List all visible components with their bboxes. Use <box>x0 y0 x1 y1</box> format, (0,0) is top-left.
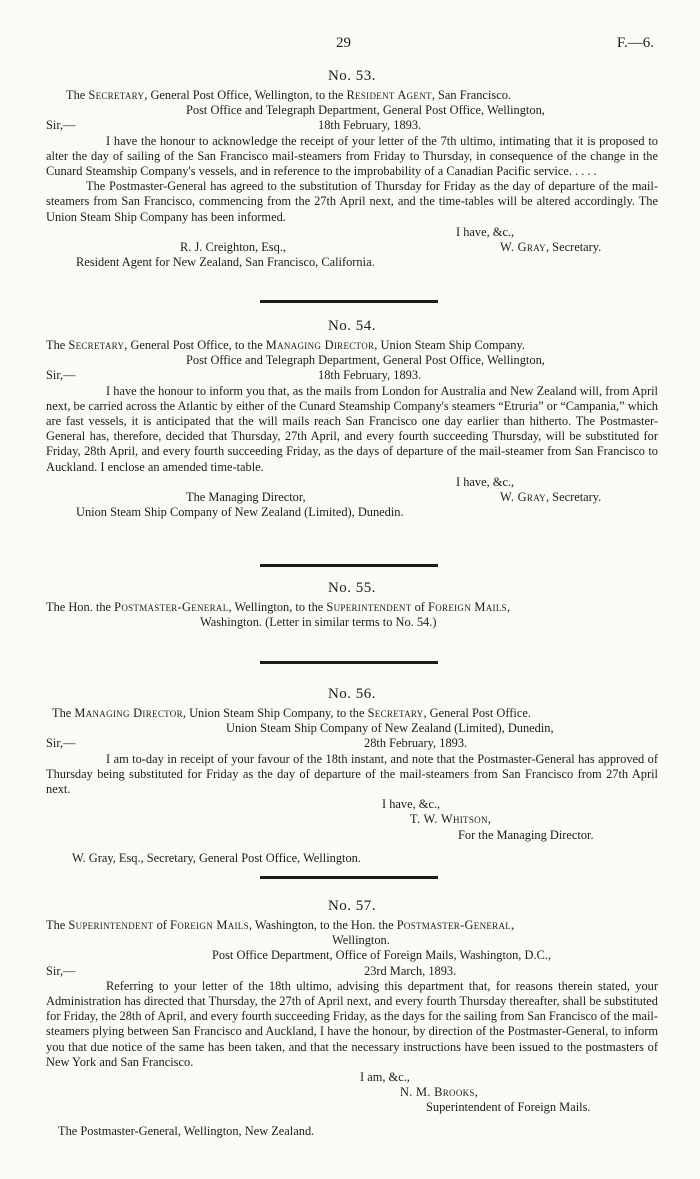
salutation-row <box>46 368 658 383</box>
signature-name: N. M. Brooks, <box>400 1085 478 1100</box>
signature: W. Gray, Secretary. <box>500 490 602 505</box>
closing: I am, &c., <box>360 1070 410 1085</box>
signature: W. Gray, Secretary. <box>500 240 602 255</box>
salutation-row <box>46 736 658 751</box>
letter-number: No. 55. <box>327 580 377 596</box>
closing: I have, &c., <box>382 797 441 812</box>
closing: I have, &c., <box>456 474 515 489</box>
salutation: Sir,— <box>46 368 76 383</box>
recipient-line: Resident Agent for New Zealand, San Francisco, California. <box>76 255 375 270</box>
letter-heading: The Hon. the Postmaster-General, Wellington, to the Superintendent of Foreign Mails, <box>46 600 511 614</box>
letter-heading: The Superintendent of Foreign Mails, Washington, to the Hon. the Postmaster-General, <box>46 918 515 932</box>
body-paragraph: I have the honour to acknowledge the receipt of your letter of the 7th ultimo, intimating that it is proposed to alter the day of sailing of the San Francisco mail-steamers from Friday to Thursday, in consequence of the change in the Cunard Steamship Company's vessels, and in reference to the improbability of a Canadian Pacific service. . . . . <box>46 133 658 178</box>
letter-date: 23rd March, 1893. <box>364 963 457 978</box>
heading-continuation: Washington. (Letter in similar terms to No. 54.) <box>200 615 437 630</box>
section-divider <box>260 876 438 879</box>
letter-57 <box>46 896 658 1139</box>
sender-address: Post Office Department, Office of Foreign Mails, Washington, D.C., <box>212 948 552 963</box>
salutation: Sir,— <box>46 118 76 133</box>
sender-address: Union Steam Ship Company of New Zealand (Limited), Dunedin, <box>226 721 554 736</box>
recipient-line: W. Gray, Esq., Secretary, General Post Office, Wellington. <box>72 850 361 865</box>
addressee: The Managing Director, <box>186 490 306 505</box>
document-reference: F.—6. <box>616 35 654 51</box>
sender-address: Post Office and Telegraph Department, General Post Office, Wellington, <box>186 103 545 118</box>
sender-address: Post Office and Telegraph Department, General Post Office, Wellington, <box>186 353 545 368</box>
letter-date: 18th February, 1893. <box>318 368 422 383</box>
letter-number: No. 53. <box>327 68 377 84</box>
closing: I have, &c., <box>456 224 515 239</box>
section-divider <box>260 564 438 567</box>
addressee: R. J. Creighton, Esq., <box>180 240 287 255</box>
letter-number: No. 54. <box>327 318 377 334</box>
letter-heading: The Managing Director, Union Steam Ship Company, to the Secretary, General Post Office. <box>52 706 531 720</box>
letter-55 <box>46 578 658 630</box>
letter-56 <box>46 684 658 866</box>
letter-heading: The Secretary, General Post Office, Wellington, to the Resident Agent, San Francisco. <box>66 88 511 102</box>
body-paragraph: The Postmaster-General has agreed to the substitution of Thursday for Friday as the day of departure of the mail-steamers from San Francisco, commencing from the 27th April next, and the time-tables will be altered accordingly. The Union Steam Ship Company has been informed. <box>46 179 658 224</box>
page-number: 29 <box>336 35 351 51</box>
salutation: Sir,— <box>46 736 76 751</box>
signature-row <box>46 490 658 505</box>
section-divider <box>260 661 438 664</box>
body-paragraph: I have the honour to inform you that, as the mails from London for Australia and New Zealand will, from April next, be carried across the Atlantic by either of the Cunard Steamship Company's steamers “Etruria” or “Campania,” which are fast vessels, it is anticipated that the will mails reach San Francisco one day earlier than hitherto. The Postmaster-General has, therefore, decided that Thursday, 27th April, and every fourth succeeding Thursday, will be substituted for Friday, 28th April, and every fourth succeeding Friday, as the days of departure of the mail-steamer from San Francisco to Auckland. I enclose an amended time-table. <box>46 383 658 474</box>
body-paragraph: I am to-day in receipt of your favour of the 18th instant, and note that the Postmaster-General has approved of Thursday being substituted for Friday as the day of departure of the mail-steamers from San Francisco from 27th April next. <box>46 751 658 796</box>
body-paragraph: Referring to your letter of the 18th ultimo, advising this department that, for reasons therein stated, your Administration has directed that Thursday, the 27th of April next, and every fourth Thursday thereafter, shall be substituted for Friday, the 28th of April, and every fourth succeeding Friday, as the days for the sailing from San Francisco of the mail-steamers plying between San Francisco and Auckland, I have the honour, by direction of the Postmaster-General, to inform you that due notice of the same has been taken, and that the necessary instructions have been issued to the postmasters of New York and San Francisco. <box>46 978 658 1069</box>
letter-54 <box>46 316 658 520</box>
signature-title: For the Managing Director. <box>458 827 594 842</box>
letter-number: No. 57. <box>327 898 377 914</box>
letter-53 <box>46 66 658 270</box>
recipient-line: The Postmaster-General, Wellington, New Zealand. <box>58 1123 315 1138</box>
recipient-line: Union Steam Ship Company of New Zealand (Limited), Dunedin. <box>76 505 404 520</box>
heading-continuation: Wellington. <box>332 933 390 948</box>
salutation-row <box>46 964 658 979</box>
signature-row <box>46 240 658 255</box>
salutation: Sir,— <box>46 963 76 978</box>
letter-date: 18th February, 1893. <box>318 118 422 133</box>
letter-number: No. 56. <box>327 686 377 702</box>
salutation-row <box>46 118 658 133</box>
section-divider <box>260 300 438 303</box>
signature-name: T. W. Whitson, <box>410 812 491 827</box>
letter-date: 28th February, 1893. <box>364 736 468 751</box>
letter-heading: The Secretary, General Post Office, to the Managing Director, Union Steam Ship Company. <box>46 338 525 352</box>
signature-title: Superintendent of Foreign Mails. <box>426 1100 591 1115</box>
